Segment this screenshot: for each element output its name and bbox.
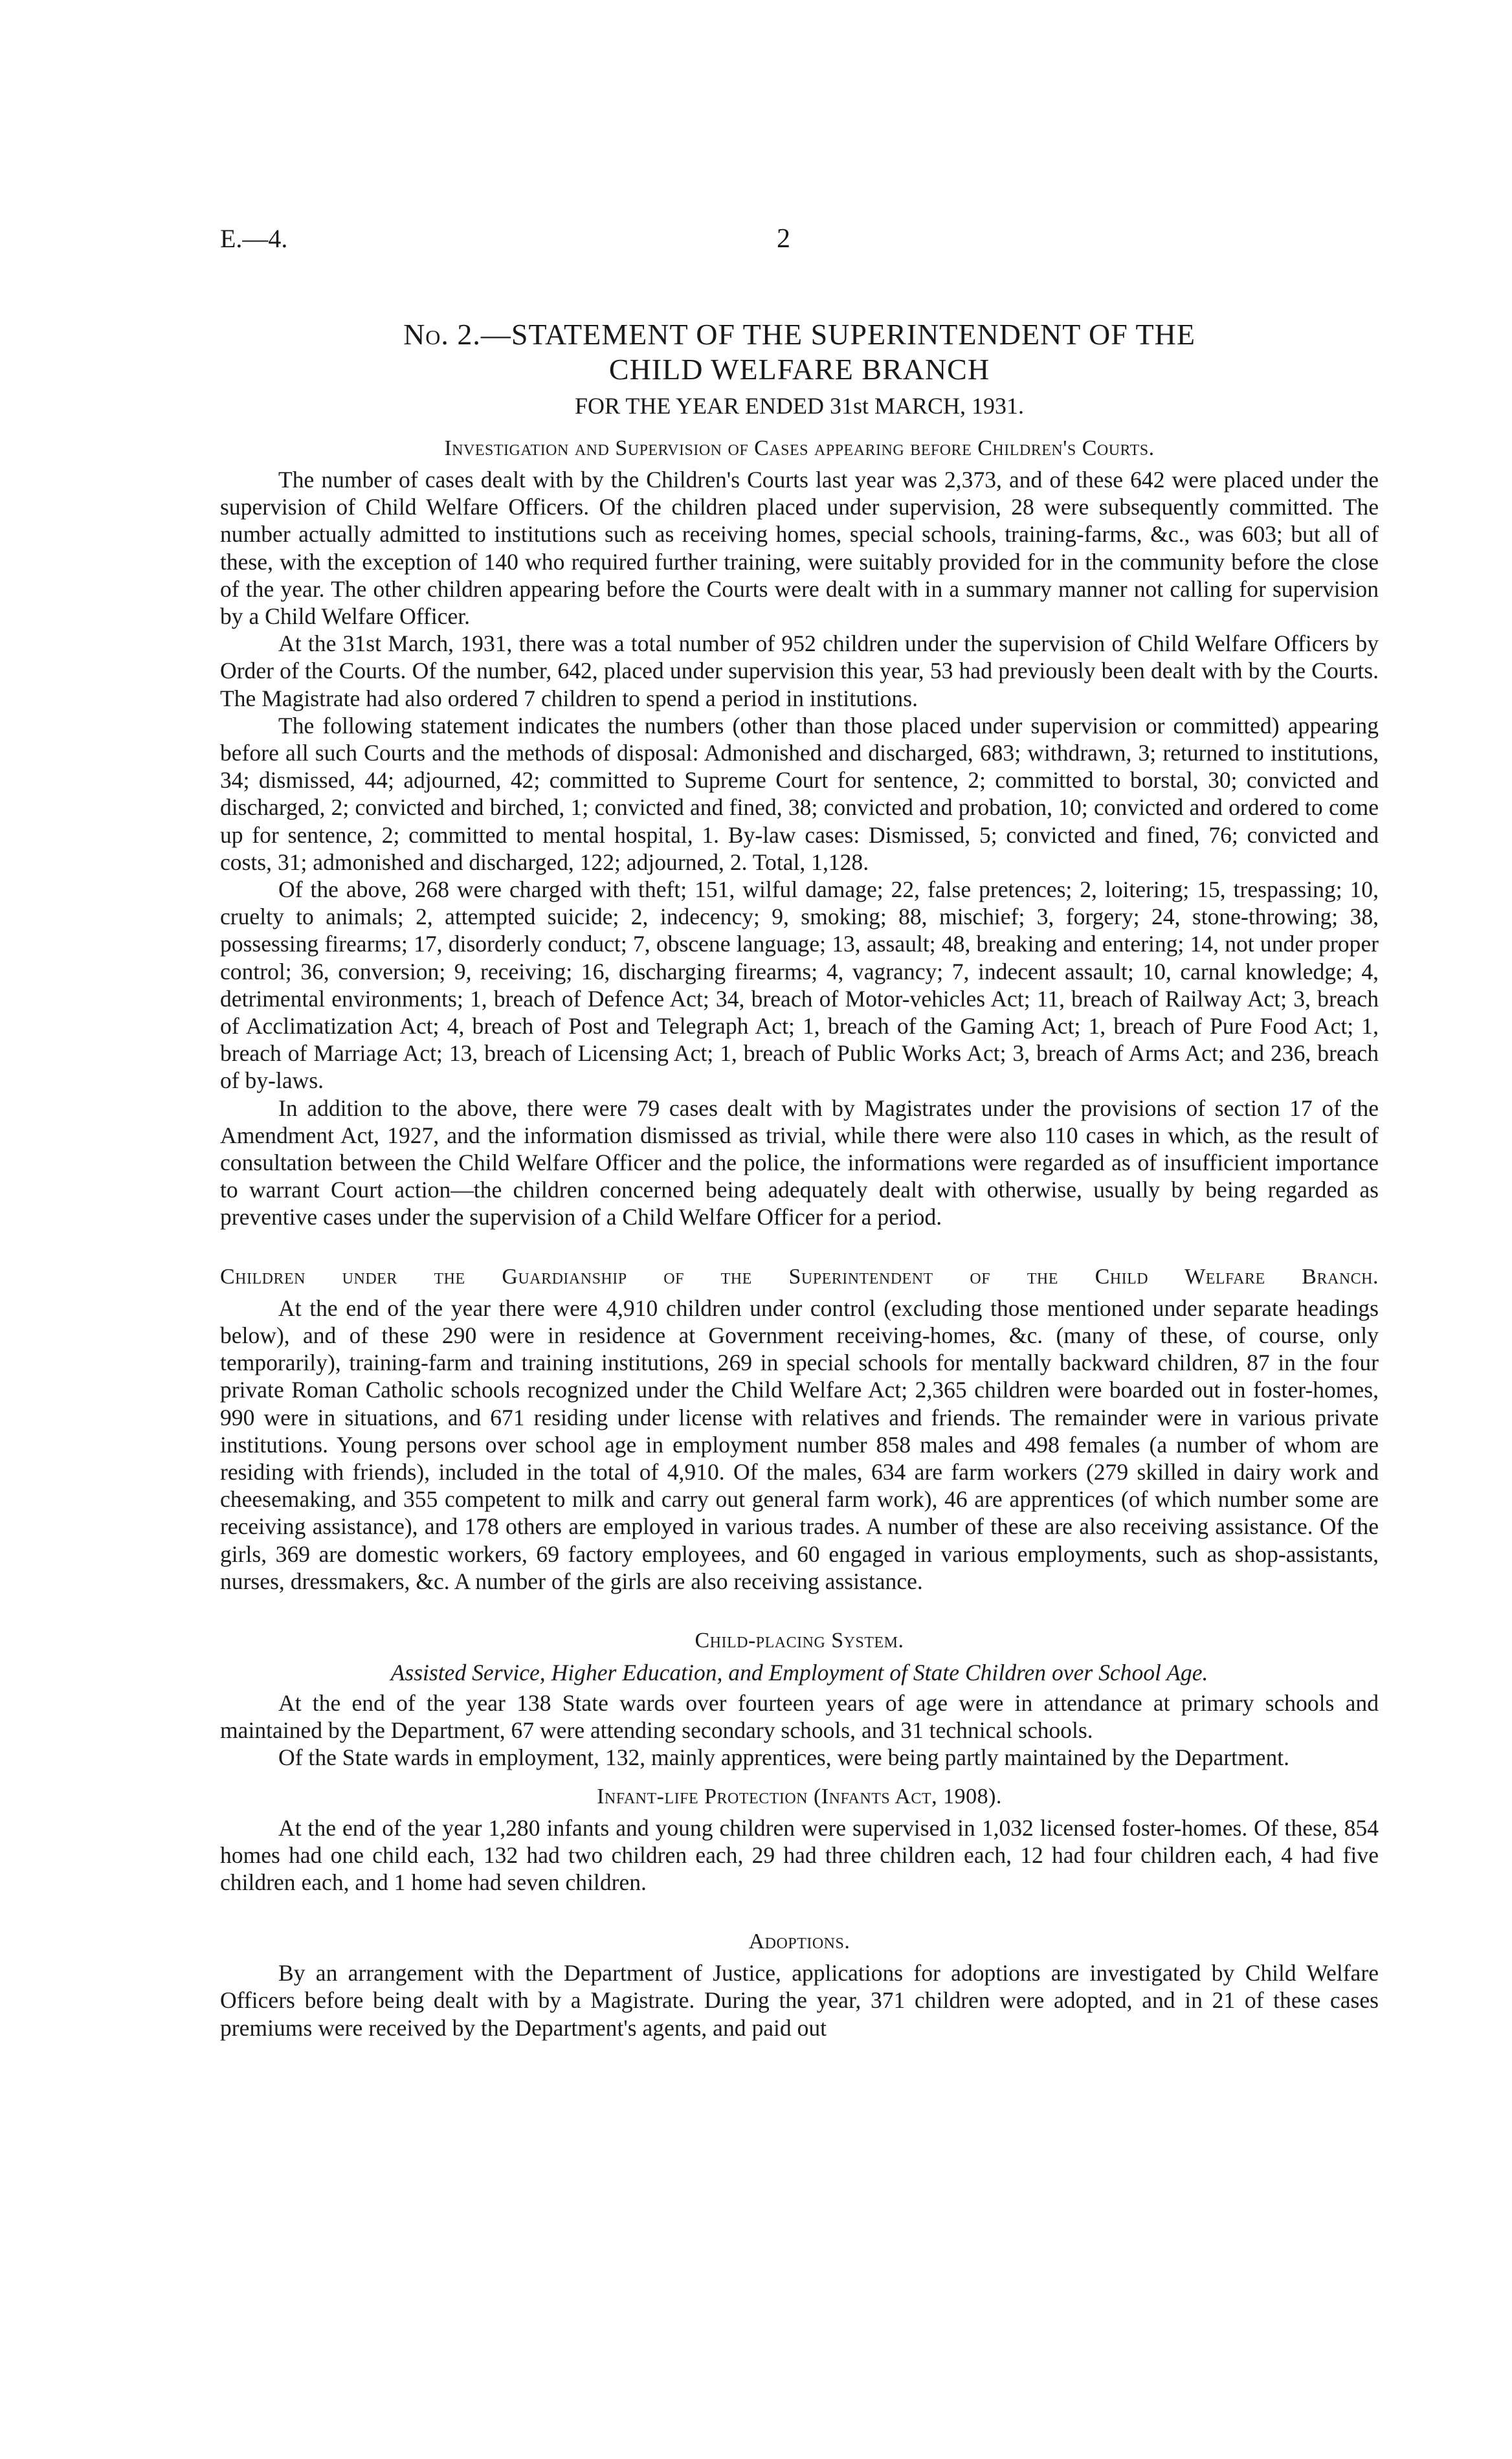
title-subtitle: FOR THE YEAR ENDED 31st MARCH, 1931. bbox=[574, 393, 1025, 419]
page-title bbox=[220, 317, 1379, 387]
running-header bbox=[220, 223, 1489, 262]
title-number: No. 2. bbox=[403, 318, 481, 351]
paragraph: Of the State wards in employment, 132, mainly apprentices, were being partly maintained by the Department. bbox=[278, 1744, 1290, 1771]
title-line-1: —STATEMENT OF THE SUPERINTENDENT OF THE bbox=[480, 318, 1195, 351]
section-heading-child-placing: Child-placing System. bbox=[695, 1628, 904, 1652]
paragraph: The following statement indicates the numbers (other than those placed under supervision or committed) appearing before all such Courts and the methods of disposal: Admonished and discharged, 683; withdrawn, 3; returned to institutions, 34; dismissed, 44; adjourned, 42; committed to Supreme Court for sentence, 2; committed to borstal, 30; convicted and discharged, 2; convicted and birched, 1; convicted and fined, 38; convicted and probation, 10; convicted and ordered to come up for sentence, 2; committed to mental hospital, 1. By-law cases: Dismissed, 5; convicted and fined, 76; convicted and costs, 31; admonished and discharged, 122; adjourned, 2. Total, 1,128. bbox=[220, 712, 1379, 875]
page-number: 2 bbox=[777, 224, 790, 254]
paragraph: The number of cases dealt with by the Children's Courts last year was 2,373, and of these 642 were placed under the supervision of Child Welfare Officers. Of the children placed under supervision, 28 were subsequently committed. The number actually admitted to institutions such as receiving homes, special schools, training-farms, &c., was 603; but all of these, with the exception of 140 who required further training, were suitably provided for in the community before the close of the year. The other children appearing before the Courts were dealt with in a summary manner not calling for supervision by a Child Welfare Officer. bbox=[220, 467, 1379, 630]
section-subheading-assisted-service: Assisted Service, Higher Education, and Employment of State Children over School Age. bbox=[390, 1659, 1208, 1686]
paragraph: At the end of the year 1,280 infants and young children were supervised in 1,032 licensed foster-homes. Of these, 854 homes had one child each, 132 had two children each, 29 had three children each, 12 had four children each, 4 had five children each, and 1 home had seven children. bbox=[220, 1814, 1379, 1895]
section-heading-guardianship: Children under the Guardianship of the Superintendent of the Child Welfare Branch. bbox=[220, 1264, 1379, 1289]
paragraph: In addition to the above, there were 79 cases dealt with by Magistrates under the provisions of section 17 of the Amendment Act, 1927, and the information dismissed as trivial, while there were also 110 cases in which, as the result of consultation between the Child Welfare Officer and the police, the informations were regarded as of insufficient importance to warrant Court action—the children concerned being adequately dealt with otherwise, usually by being regarded as preventive cases under the supervision of a Child Welfare Officer for a period. bbox=[220, 1095, 1379, 1230]
document-reference: E.—4. bbox=[220, 224, 288, 253]
paragraph: By an arrangement with the Department of Justice, applications for adoptions are investigated by Child Welfare Officers before being dealt with by a Magistrate. During the year, 371 children were adopted, and in 21 of these cases premiums were received by the Department's agents, and paid out bbox=[220, 1960, 1379, 2041]
section-heading-infant-life: Infant-life Protection (Infants Act, 1908). bbox=[597, 1784, 1002, 1808]
paragraph: At the 31st March, 1931, there was a total number of 952 children under the supervision of Child Welfare Officers by Order of the Courts. Of the number, 642, placed under supervision this year, 53 had previously been dealt with by the Courts. The Magistrate had also ordered 7 children to spend a period in institutions. bbox=[220, 630, 1379, 711]
paragraph: At the end of the year there were 4,910 children under control (excluding those mentioned under separate headings below), and of these 290 were in residence at Government receiving-homes, &c. (many of these, of course, only temporarily), training-farm and training institutions, 269 in special schools for mentally backward children, 87 in the four private Roman Catholic schools recognized under the Child Welfare Act; 2,365 children were boarded out in foster-homes, 990 were in situations, and 671 residing under license with relatives and friends. The remainder were in various private institutions. Young persons over school age in employment number 858 males and 498 females (a number of whom are residing with friends), included in the total of 4,910. Of the males, 634 are farm workers (279 skilled in dairy work and cheesemaking, and 355 competent to milk and carry out general farm work), 46 are apprentices (of which number some are receiving assistance), and 178 others are employed in various trades. A number of these are also receiving assistance. Of the girls, 369 are domestic workers, 69 factory employees, and 60 engaged in various employments, such as shop-assistants, nurses, dressmakers, &c. A number of the girls are also receiving assistance. bbox=[220, 1295, 1379, 1594]
paragraph: Of the above, 268 were charged with theft; 151, wilful damage; 22, false pretences; 2, loitering; 15, trespassing; 10, cruelty to animals; 2, attempted suicide; 2, indecency; 9, smoking; 88, mischief; 3, forgery; 24, stone-throwing; 38, possessing firearms; 17, disorderly conduct; 7, obscene language; 13, assault; 48, breaking and entering; 14, not under proper control; 36, conversion; 9, receiving; 16, discharging firearms; 4, vagrancy; 7, indecent assault; 10, carnal knowledge; 4, detrimental environments; 1, breach of Defence Act; 34, breach of Motor-vehicles Act; 11, breach of Railway Act; 3, breach of Acclimatization Act; 4, breach of Post and Telegraph Act; 1, breach of the Gaming Act; 1, breach of Pure Food Act; 1, breach of Marriage Act; 13, breach of Licensing Act; 1, breach of Public Works Act; 3, breach of Arms Act; and 236, breach of by-laws. bbox=[220, 876, 1379, 1094]
section-heading-investigation: Investigation and Supervision of Cases appearing before Children's Courts. bbox=[444, 436, 1155, 460]
paragraph: At the end of the year 138 State wards over fourteen years of age were in attendance at primary schools and maintained by the Department, 67 were attending secondary schools, and 31 technical schools. bbox=[220, 1689, 1379, 1744]
document-body bbox=[220, 317, 1379, 2042]
section-heading-adoptions: Adoptions. bbox=[748, 1930, 850, 1954]
title-line-2: CHILD WELFARE BRANCH bbox=[608, 353, 990, 386]
